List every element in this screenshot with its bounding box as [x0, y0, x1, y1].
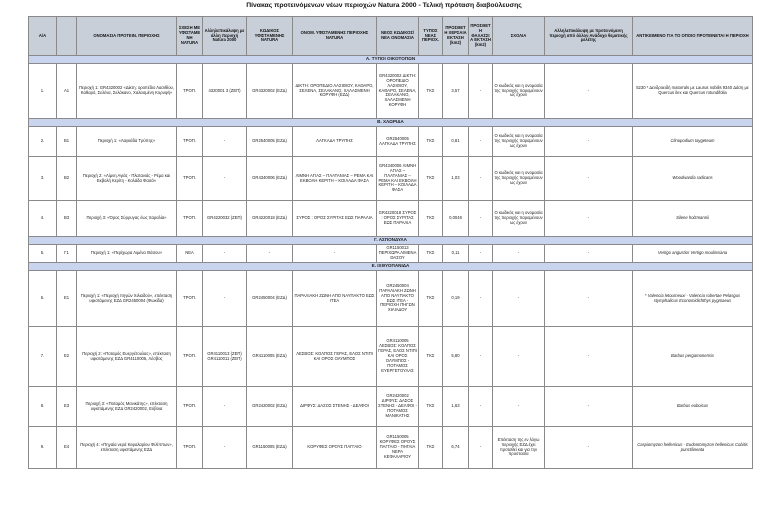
relation: ΤΡΟΠ. — [177, 157, 203, 201]
overlap: GR4220032 (ΖΕΠ) — [203, 201, 247, 237]
column-header: ΣΧΕΣΗ ΜΕ ΥΦΙΣΤΑΜΕΝΗ NATURA — [177, 17, 203, 56]
new-code: GR4110005 ΛΕΣΒΟΣ: ΚΟΛΠΟΣ ΓΕΡΑΣ, ΕΛΟΣ ΝΤΙΠΙ ΚΑΙ ΟΡΟΣ ΟΛΥΜΠΟΣ - ΠΟΤΑΜΟΣ ΕΥΕΡΓΕΤΟΥΛΑΣ — [377, 327, 419, 387]
new-code: GR2450004 ΠΑΡΑΛΙΑΚΗ ΖΩΝΗ ΑΠΟ ΝΑΥΠΑΚΤΟ ΕΩΣ ΙΤΕΑ - ΠΕΡΙΟΧΗ ΠΗΓΩΝ ΧΙΛΙΑΔΟΥ — [377, 271, 419, 327]
land-area: 3,57 — [443, 64, 469, 119]
existing-name: ΔΙΡΦΥΣ: ΔΑΣΟΣ ΣΤΕΝΗΣ - ΔΕΛΦΟΙ — [293, 387, 377, 427]
area-name: Περιοχή 3: «Όρος Σύρρυγας έως παραλία» — [77, 201, 177, 237]
comments: - — [493, 271, 545, 327]
row-number: 3. — [29, 157, 57, 201]
area-name: Περιοχή 1: «Λαγκάδα Τρύπης» — [77, 127, 177, 157]
existing-name: ΛΕΣΒΟΣ: ΚΟΛΠΟΣ ΓΕΡΑΣ, ΕΛΟΣ ΝΤΙΠΙ ΚΑΙ ΟΡΟΣ ΟΛΥΜΠΟΣ — [293, 327, 377, 387]
comments: Επέκταση της εν λόγω περιοχής ΕΖΔ έχει προταθεί και για την προστασία — [493, 427, 545, 469]
other-overlap: - — [545, 157, 633, 201]
table-row — [29, 271, 753, 327]
column-header: Α/Α — [29, 17, 57, 56]
row-number: 5. — [29, 245, 57, 263]
other-overlap: - — [545, 201, 633, 237]
table-row — [29, 201, 753, 237]
new-code: GR4320002 ΔΙΚΤΗ: ΟΡΟΠΕΔΙΟ ΛΑΣΙΘΙΟΥ, ΚΑΘΑΡΟ, ΣΕΛΕΝΑ, ΣΕΛΑΚΑΝΟ, ΧΑΛΑΣΜΕΝΗ ΚΟΡΥΦΗ — [377, 64, 419, 119]
other-overlap: - — [545, 327, 633, 387]
existing-name: ΣΥΡΟΣ : ΟΡΟΣ ΣΥΡΙΤΑΣ ΕΩΣ ΠΑΡΑΛΙΑ — [293, 201, 377, 237]
table-row — [29, 245, 753, 263]
subject: Clinopodium taygeteum — [633, 127, 753, 157]
section-row-flora — [29, 119, 753, 127]
column-header: ΟΝΟΜΑΣΙΑ ΠΡΟΤΕΙΝ. ΠΕΡΙΟΧΗΣ — [77, 17, 177, 56]
overlap: - — [203, 271, 247, 327]
land-area: 0,0046 — [443, 201, 469, 237]
other-overlap: - — [545, 127, 633, 157]
area-type: ΤΚΣ — [419, 245, 443, 263]
other-overlap: - — [545, 245, 633, 263]
subject: Vertigo angustior Vertigo moulinsiana — [633, 245, 753, 263]
area-name: Περιοχή 1: «Περίχωρα Λιμένα Θάσου» — [77, 245, 177, 263]
row-number: 9. — [29, 427, 57, 469]
other-overlap: - — [545, 64, 633, 119]
subject: Barbus euboicus — [633, 387, 753, 427]
area-name: Περιοχή 1: GR4320002 «Δίκτη: οροπέδιο Λασιθίου, Καθαρό, Σελένα, Σελάκανο, Χαλασμένη Κορυφή» — [77, 64, 177, 119]
existing-code: GR4220018 (ΕΖΔ) — [247, 201, 293, 237]
overlap: - — [203, 127, 247, 157]
subject: * Valencia letourneuxi - Valencia robertae Pelasgus stymphalicus Economidichthys pygmaeus — [633, 271, 753, 327]
row-code: Ε1 — [57, 271, 77, 327]
column-header: ΝΕΟΣ ΚΩΔΙΚΟΣ/ ΝΕΑ ΟΝΟΜΑΣΙΑ — [377, 17, 419, 56]
existing-code: GR2420002 (ΕΖΔ) — [247, 387, 293, 427]
row-code: Β3 — [57, 201, 77, 237]
row-code: Γ1 — [57, 245, 77, 263]
column-header: ΠΡΟΣΘΕΤΗ ΧΕΡΣΑΙΑ ΕΚΤΑΣΗ (km2) — [443, 17, 469, 56]
existing-name: ΠΑΡΑΛΙΑΚΗ ΖΩΝΗ ΑΠΟ ΝΑΥΠΑΚΤΟ ΕΩΣ ΙΤΕΑ — [293, 271, 377, 327]
new-code: GR1150013 ΠΕΡΙΧΩΡΑ ΛΙΜΕΝΑ ΘΑΣΟΥ — [377, 245, 419, 263]
table-row — [29, 127, 753, 157]
area-type: ΤΚΣ — [419, 64, 443, 119]
section-title: Γ. ΑΣΠΟΝΔΥΛΑ — [29, 237, 753, 245]
overlap: GR4110013 (ΖΕΠ) GR4110011 (ΖΕΠ) — [203, 327, 247, 387]
land-area: 0,11 — [443, 245, 469, 263]
row-code: Ε2 — [57, 327, 77, 387]
page-title: Πίνακας προτεινόμενων νέων περιοχών Natura 2000 - Τελική πρόταση διαβούλευσης — [246, 2, 522, 9]
area-type: ΤΚΣ — [419, 271, 443, 327]
land-area: 1,63 — [443, 387, 469, 427]
table-row — [29, 64, 753, 119]
comments: Ο κωδικός και η ονομασία της περιοχής παραμένουν ως έχουν — [493, 201, 545, 237]
column-header: ΣΧΟΛΙΑ — [493, 17, 545, 56]
other-overlap: - — [545, 387, 633, 427]
overlap: - — [203, 387, 247, 427]
area-name: Περιοχή 4: «Πηγαία νερά Κεφαλαρίου Φιλίππων», επέκταση υφιστάμενης ΕΖΔ — [77, 427, 177, 469]
sea-area: - — [469, 245, 493, 263]
row-code: Ε4 — [57, 427, 77, 469]
existing-name: - — [293, 245, 377, 263]
existing-code: GR1150005 (ΕΖΔ) — [247, 427, 293, 469]
sea-area: - — [469, 427, 493, 469]
relation: ΤΡΟΠ. — [177, 427, 203, 469]
area-name: Περιοχή 2: «Ποταμός Ευεργέτουλας», επέκταση υφιστάμενης ΕΖΔ GR4110005, Λέσβος — [77, 327, 177, 387]
area-type: ΤΚΣ — [419, 327, 443, 387]
column-header: ΟΝΟΜ. ΥΦΙΣΤΑΜΕΝΗΣ ΠΕΡΙΟΧΗΣ NATURA — [293, 17, 377, 56]
subject: Woodwardia radicans — [633, 157, 753, 201]
new-code: GR4220018 ΣΥΡΟΣ : ΟΡΟΣ ΣΥΡΙΤΑΣ ΕΩΣ ΠΑΡΑΛΙΑ — [377, 201, 419, 237]
new-code: GR4340006 ΛΙΜΝΗ ΑΓΙΑΣ – ΠΛΑΤΑΝΙΑΣ – ΡΕΜΑ ΚΑΙ ΕΚΒΟΛΗ ΚΕΡΙΤΗ – ΚΟΙΛΑΔΑ ΦΑΣΑ — [377, 157, 419, 201]
comments: Ο κωδικός και η ονομασία της περιοχής παραμένουν ως έχουν — [493, 64, 545, 119]
land-area: 1,03 — [443, 157, 469, 201]
row-number: 8. — [29, 387, 57, 427]
relation: ΤΡΟΠ. — [177, 127, 203, 157]
row-number: 1. — [29, 64, 57, 119]
relation: ΤΡΟΠ. — [177, 271, 203, 327]
sea-area: - — [469, 271, 493, 327]
subject: Silene holzmannii — [633, 201, 753, 237]
area-type: ΤΚΣ — [419, 127, 443, 157]
area-type: ΤΚΣ — [419, 387, 443, 427]
column-header: ΠΡΟΣΘΕΤΗ ΘΑΛΑΣΣΙΑ ΕΚΤΑΣΗ (km2) — [469, 17, 493, 56]
area-name: Περιοχή 1: «Περιοχή πηγών Χιλιαδού», επέκταση υφιστάμενης ΕΖΔ GR2450004 (Φωκίδα) — [77, 271, 177, 327]
area-name: Περιοχή 3: «Ποταμός Μανικάτης», επέκταση υφιστάμενης ΕΖΔ GR2420002, Εύβοια — [77, 387, 177, 427]
row-code: Β1 — [57, 127, 77, 157]
row-number: 6. — [29, 271, 57, 327]
land-area: 6,74 — [443, 427, 469, 469]
section-title: Ε. ΙΧΘΥΟΠΑΝΙΔΑ — [29, 263, 753, 271]
area-type: ΤΚΣ — [419, 157, 443, 201]
natura-table — [28, 16, 753, 469]
area-type: ΤΚΣ — [419, 201, 443, 237]
comments: Ο κωδικός και η ονομασία της περιοχής παραμένουν ως έχουν — [493, 127, 545, 157]
existing-code: GR4320002 (ΕΖΔ) — [247, 64, 293, 119]
new-code: GR2420002 ΔΙΡΦΥΣ: ΔΑΣΟΣ ΣΤΕΝΗΣ - ΔΕΛΦΟΙ - ΠΟΤΑΜΟΣ ΜΑΝΙΚΑΤΗΣ — [377, 387, 419, 427]
row-code: Α1 — [57, 64, 77, 119]
sea-area: - — [469, 157, 493, 201]
land-area: 0,19 — [443, 271, 469, 327]
table-header-row — [29, 17, 753, 56]
overlap: - — [203, 157, 247, 201]
subject: 5230 * Δενδροειδή matorrals με Laurus nobilis 9340 Δάση με Quercus ilex και Quercus rotundifolia — [633, 64, 753, 119]
section-title: Α. ΤΥΠΟΙ ΟΙΚΟΤΟΠΩΝ — [29, 56, 753, 64]
sea-area: - — [469, 64, 493, 119]
subject: Barbus pergamonensis — [633, 327, 753, 387]
column-header: Αλληλεπικάλυψη με προτεινόμενη περιοχή από άλλον Ανάδοχο θεματικής μελέτης — [545, 17, 633, 56]
existing-name: ΚΟΡΥΦΕΣ ΟΡΟΥΣ ΠΑΓΓΑΙΟ — [293, 427, 377, 469]
existing-code: - — [247, 245, 293, 263]
comments: Ο κωδικός και η ονομασία της περιοχής παραμένουν ως έχουν — [493, 157, 545, 201]
overlap: 4320001 3 (ΖΕΠ) — [203, 64, 247, 119]
row-number: 7. — [29, 327, 57, 387]
section-row-habitats — [29, 56, 753, 64]
existing-name: ΔΙΚΤΗ: ΟΡΟΠΕΔΙΟ ΛΑΣΙΘΙΟΥ, ΚΑΘΑΡΟ, ΣΕΛΕΝΑ, ΣΕΛΑΚΑΝΟ, ΧΑΛΑΣΜΕΝΗ ΚΟΡΥΦΗ (ΕΖΔ) — [293, 64, 377, 119]
existing-code: GR2450004 (ΕΖΔ) — [247, 271, 293, 327]
table-row — [29, 327, 753, 387]
land-area: 0,81 — [443, 127, 469, 157]
comments: - — [493, 387, 545, 427]
column-header: ΚΩΔΙΚΟΣ ΥΦΙΣΤΑΜΕΝΗΣ NATURA — [247, 17, 293, 56]
sea-area: - — [469, 387, 493, 427]
comments: - — [493, 327, 545, 387]
area-name: Περιοχή 2: «Λίμνη Αγιάς - Πλατανιάς - Ρέμα και Εκβολή Κερίτη - Κολάδα Φασά» — [77, 157, 177, 201]
sea-area: - — [469, 127, 493, 157]
other-overlap: - — [545, 427, 633, 469]
existing-name: ΛΙΜΝΗ ΑΓΙΑΣ – ΠΛΑΤΑΝΙΑΣ – ΡΕΜΑ ΚΑΙ ΕΚΒΟΛΗ ΚΕΡΙΤΗ – ΚΟΙΛΑΔΑ ΦΑΣΑ — [293, 157, 377, 201]
table-row — [29, 157, 753, 201]
new-code: GR1150005 ΚΟΡΥΦΕΣ ΟΡΟΥΣ ΠΑΓΓΑΙΟ - ΠΗΓΑΙΑ ΝΕΡΑ ΚΕΦΑΛΑΡΙΟΥ — [377, 427, 419, 469]
sea-area: - — [469, 201, 493, 237]
row-code: Β2 — [57, 157, 77, 201]
relation: ΤΡΟΠ. — [177, 201, 203, 237]
existing-code: GR4340006 (ΕΖΔ) — [247, 157, 293, 201]
row-code: Ε3 — [57, 387, 77, 427]
subject: Caspiomyzon hellenicus - Eudontomyzon hellenicus Cobitis punctilineata — [633, 427, 753, 469]
row-number: 4. — [29, 201, 57, 237]
row-number: 2. — [29, 127, 57, 157]
new-code: GR2540005 ΛΑΓΚΑΔΑ ΤΡΥΠΗΣ — [377, 127, 419, 157]
relation: ΤΡΟΠ. — [177, 64, 203, 119]
section-row-invertebrates — [29, 237, 753, 245]
relation: ΤΡΟΠ. — [177, 327, 203, 387]
column-header: ΤΥΠΟΣ ΝΕΑΣ ΠΕΡΙΟΧ. — [419, 17, 443, 56]
land-area: 5,80 — [443, 327, 469, 387]
section-title: Β. ΧΛΩΡΙΔΑ — [29, 119, 753, 127]
existing-code: GR4110005 (ΕΖΔ) — [247, 327, 293, 387]
overlap: - — [203, 245, 247, 263]
section-row-fish — [29, 263, 753, 271]
column-header — [57, 17, 77, 56]
column-header: Αλληλεπικάλυψη με άλλη περιοχή Natura 2000 — [203, 17, 247, 56]
relation: ΝΕΑ — [177, 245, 203, 263]
table-row — [29, 427, 753, 469]
existing-code: GR2540005 (ΕΖΔ) — [247, 127, 293, 157]
relation: ΤΡΟΠ. — [177, 387, 203, 427]
existing-name: ΛΑΓΚΑΔΑ ΤΡΥΠΗΣ — [293, 127, 377, 157]
sea-area: - — [469, 327, 493, 387]
area-type: ΤΚΣ — [419, 427, 443, 469]
comments: - — [493, 245, 545, 263]
table-row — [29, 387, 753, 427]
overlap: - — [203, 427, 247, 469]
column-header: ΑΝΤΙΚΕΙΜΕΝΟ ΓΙΑ ΤΟ ΟΠΟΙΟ ΠΡΟΤΕΙΝΕΤΑΙ Η ΠΕΡΙΟΧΗ — [633, 17, 753, 56]
other-overlap: - — [545, 271, 633, 327]
